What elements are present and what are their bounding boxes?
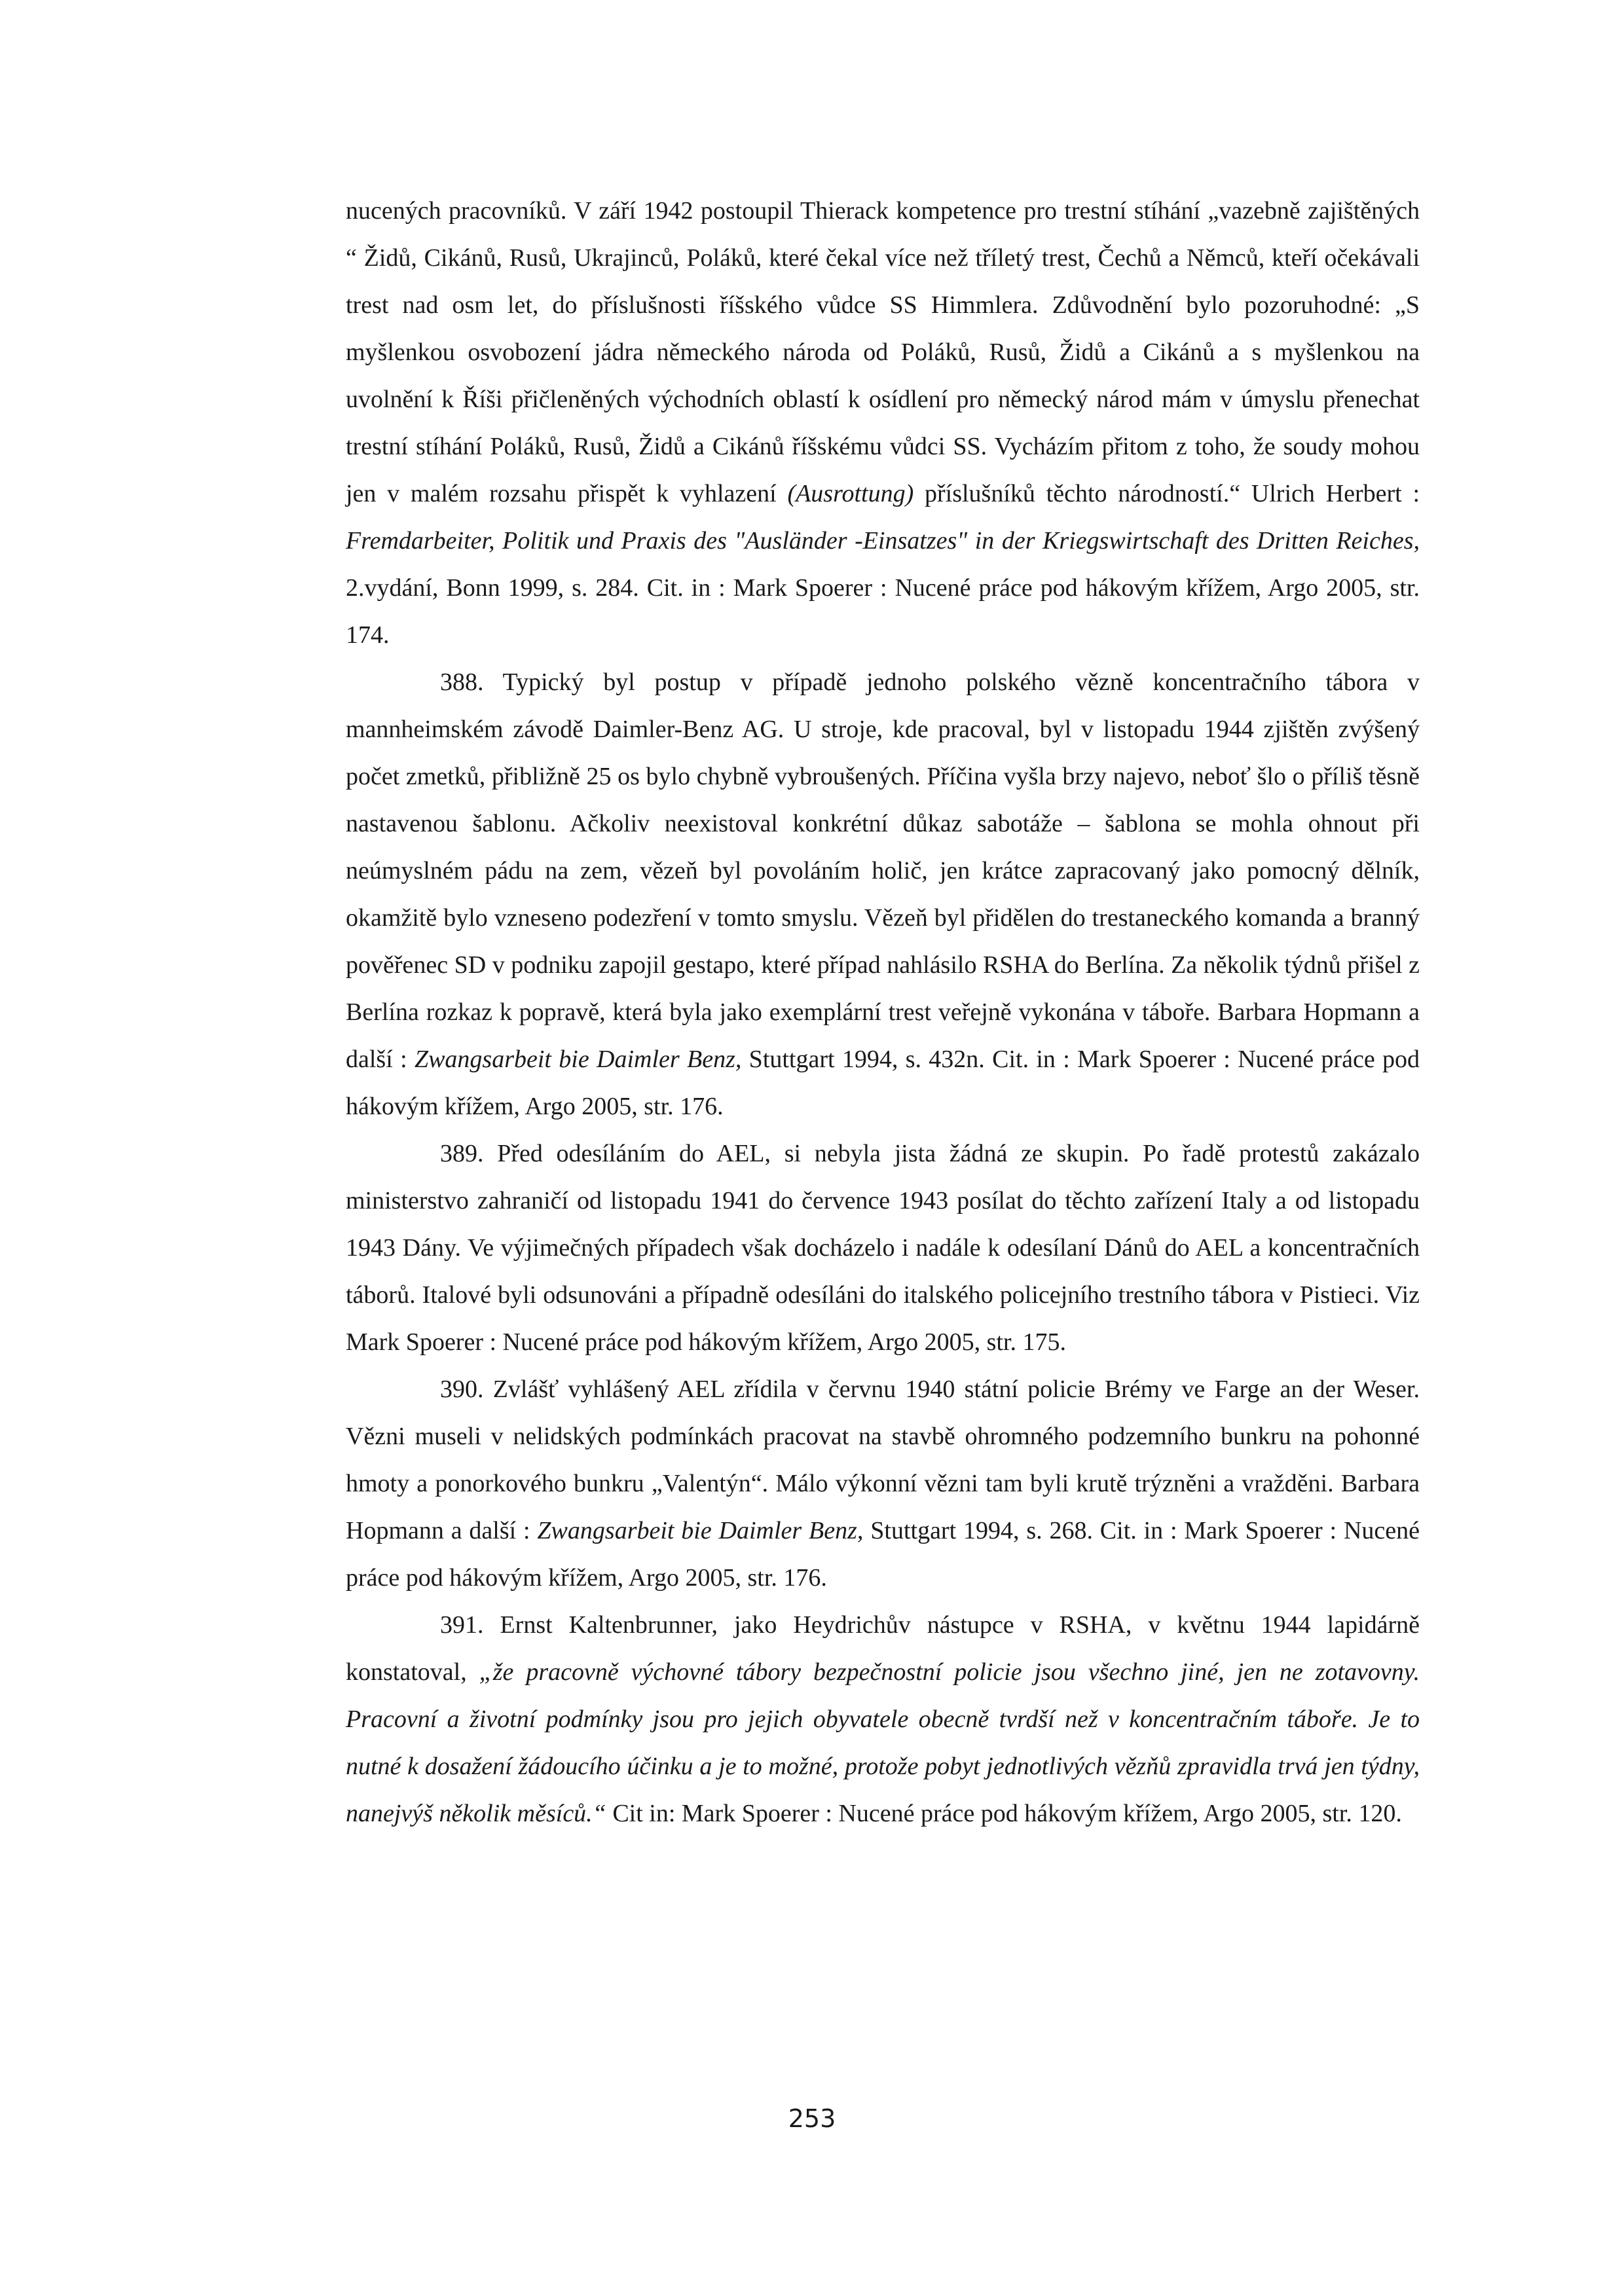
text-span: 2.vydání, Bonn 1999, s. 284. Cit. in : Mark Spoerer : Nucené práce pod hákovým křížem, Argo 2005, str. 174. (346, 574, 1420, 649)
text-span: 391. Ernst Kaltenbrunner, jako Heydrichův nástupce v RSHA, v květnu 1944 lapidárně konstatoval, (346, 1611, 1420, 1686)
text-span: 390. Zvlášť vyhlášený AEL zřídila v červnu 1940 státní policie Brémy ve Farge an der Weser. Vězni museli v nelidských podmínkách pracovat na stavbě ohromného podzemního bunkru na pohonné hmoty a ponorkového bunkru „Valentýn“. Málo výkonní vězni tam byli krutě trýzněni a vražděni. Barbara Hopmann a další : (346, 1376, 1420, 1544)
text-span: Cit in: Mark Spoerer : Nucené práce pod hákovým křížem, Argo 2005, str. 120. (606, 1800, 1402, 1827)
text-span: nucených pracovníků. V září 1942 postoupil Thierack kompetence pro trestní stíhání „vazebně zajištěných “ Židů, Cikánů, Rusů, Ukrajinců, Poláků, které čekal více než tříletý trest, Čechů a Němců, kteří očekávali trest nad osm let, do příslušnosti říšského vůdce SS Himmlera. Zdůvodnění bylo pozoruhodné: „S myšlenkou osvobození jádra německého národa od Poláků, Rusů, Židů a Cikánů a s myšlenkou na uvolnění k Říši přičleněných východních oblastí k osídlení pro německý národ mám v úmyslu přenechat trestní stíhání Poláků, Rusů, Židů a Cikánů říšskému vůdci SS. Vycházím přitom z toho, že soudy mohou jen v malém rozsahu přispět k vyhlazení (346, 197, 1420, 507)
footnote-390 (346, 1366, 1420, 1601)
text-span: příslušníků těchto národností.“ Ulrich Herbert : (913, 480, 1420, 507)
footnote-389 (346, 1130, 1420, 1366)
text-span: Stuttgart 1994, s. 432n. Cit. in : Mark Spoerer : Nucené práce pod hákovým křížem, Argo 2005, str. 176. (346, 1046, 1420, 1120)
italic-term: (Ausrottung) (787, 480, 914, 507)
text-span: 388. Typický byl postup v případě jednoho polského vězně koncentračního tábora v mannheimském závodě Daimler-Benz AG. U stroje, kde pracoval, byl v listopadu 1944 zjištěn zvýšený počet zmetků, přibližně 25 os bylo chybně vybroušených. Příčina vyšla brzy najevo, neboť šlo o příliš těsně nastavenou šablonu. Ačkoliv neexistoval konkrétní důkaz sabotáže – šablona se mohla ohnout při neúmyslném pádu na zem, vězeň byl povoláním holič, jen krátce zapracovaný jako pomocný dělník, okamžitě bylo vzneseno podezření v tomto smyslu. Vězeň byl přidělen do trestaneckého komanda a branný pověřenec SD v podniku zapojil gestapo, které případ nahlásilo RSHA do Berlína. Za několik týdnů přišel z Berlína rozkaz k popravě, která byla jako exemplární trest veřejně vykonána v táboře. Barbara Hopmann a další : (346, 668, 1420, 1073)
page-body (346, 187, 1420, 1837)
text-span: Stuttgart 1994, s. 268. Cit. in : Mark Spoerer : Nucené práce pod hákovým křížem, Argo 2005, str. 176. (346, 1517, 1420, 1592)
quotation: „že pracovně výchovné tábory bezpečnostní policie jsou všechno jiné, jen ne zotavovny. Pracovní a životní podmínky jsou pro jejich obyvatele obecně tvrdší než v koncentračním táboře. Je to nutné k dosažení žádoucího účinku a je to možné, protože pobyt jednotlivých vězňů zpravidla trvá jen týdny, nanejvýš několik měsíců.“ (346, 1658, 1420, 1827)
book-title: Zwangsarbeit bie Daimler Benz, (414, 1046, 742, 1073)
footnote-391 (346, 1601, 1420, 1837)
page-number: 253 (788, 2104, 836, 2133)
text-span: 389. Před odesíláním do AEL, si nebyla jista žádná ze skupin. Po řadě protestů zakázalo ministerstvo zahraničí od listopadu 1941 do července 1943 posílat do těchto zařízení Italy a od listopadu 1943 Dány. Ve výjimečných případech však docházelo i nadále k odesílaní Dánů do AEL a koncentračních táborů. Italové byli odsunováni a případně odesíláni do italského policejního trestního tábora v Pistieci. Viz Mark Spoerer : Nucené práce pod hákovým křížem, Argo 2005, str. 175. (346, 1140, 1420, 1356)
book-title: Fremdarbeiter, Politik und Praxis des "Ausländer -Einsatzes" in der Kriegswirtschaft des Dritten Reiches, (346, 527, 1420, 555)
paragraph-continuation (346, 187, 1420, 659)
book-title: Zwangsarbeit bie Daimler Benz, (537, 1517, 864, 1544)
footnote-388 (346, 659, 1420, 1130)
